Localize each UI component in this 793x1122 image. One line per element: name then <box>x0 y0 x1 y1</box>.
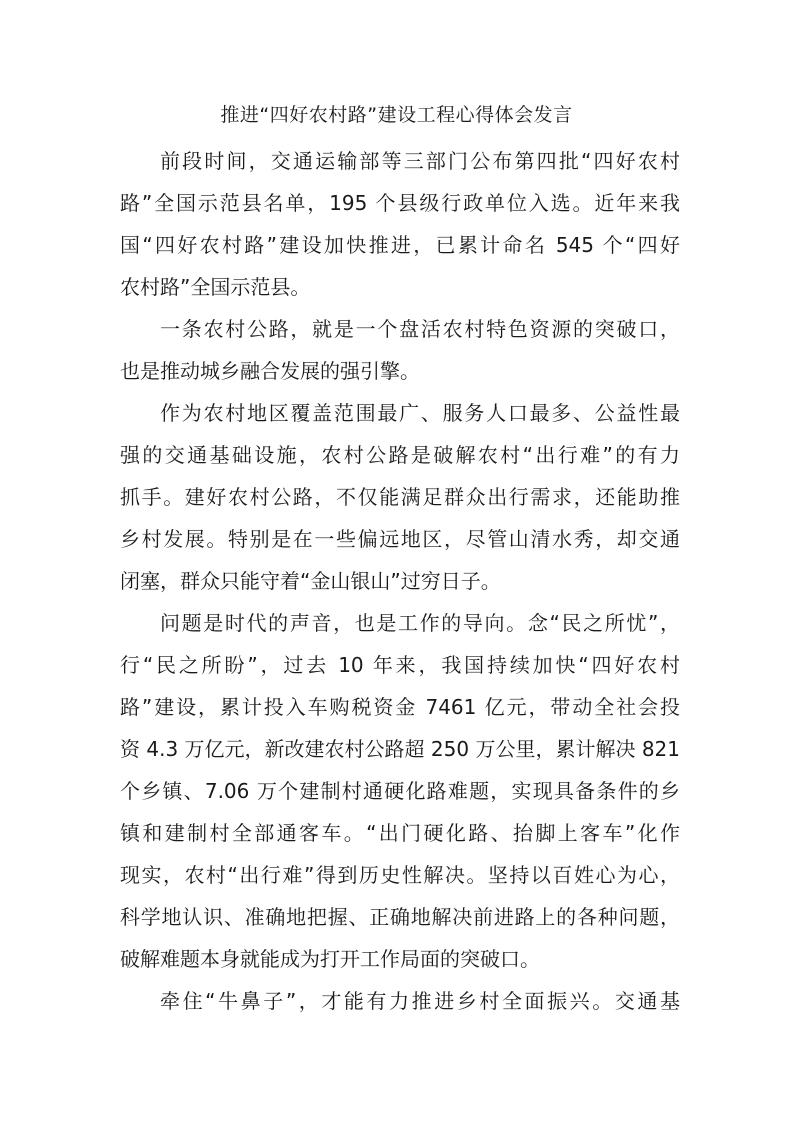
paragraph-line: 资 4.3 万亿元，新改建农村公路超 250 万公里，累计解决 821 <box>120 737 680 761</box>
paragraph-line: 作为农村地区覆盖范围最广、服务人口最多、公益性最 <box>160 401 680 425</box>
paragraph-line: 闭塞，群众只能守着“金山银山”过穷日子。 <box>120 569 501 593</box>
document-title: 推进“四好农村路”建设工程心得体会发言 <box>220 104 573 126</box>
paragraph <box>120 308 680 392</box>
paragraph <box>120 392 680 602</box>
paragraph <box>120 980 680 1022</box>
paragraph-line: 问题是时代的声音，也是工作的导向。念“民之所忧”， <box>160 611 680 635</box>
paragraph <box>120 602 680 980</box>
paragraph-line: 乡村发展。特别是在一些偏远地区，尽管山清水秀，却交通 <box>120 527 680 551</box>
document-body <box>120 140 680 1022</box>
paragraph-line: 破解难题本身就能成为打开工作局面的突破口。 <box>120 947 540 971</box>
paragraph-line: 现实，农村“出行难”得到历史性解决。坚持以百姓心为心， <box>120 863 680 887</box>
paragraph-line: 个乡镇、7.06 万个建制村通硬化路难题，实现具备条件的乡 <box>120 779 680 803</box>
paragraph-line: 也是推动城乡融合发展的强引擎。 <box>120 359 420 383</box>
paragraph-line: 强的交通基础设施，农村公路是破解农村“出行难”的有力 <box>120 443 680 467</box>
paragraph-line: 一条农村公路，就是一个盘活农村特色资源的突破口， <box>160 317 680 341</box>
paragraph-line: 行“民之所盼”，过去 10 年来，我国持续加快“四好农村 <box>120 653 680 677</box>
paragraph-line: 农村路”全国示范县。 <box>120 275 311 299</box>
paragraph-line: 科学地认识、准确地把握、正确地解决前进路上的各种问题， <box>120 905 680 929</box>
paragraph-line: 抓手。建好农村公路，不仅能满足群众出行需求，还能助推 <box>120 485 680 509</box>
paragraph-line: 前段时间，交通运输部等三部门公布第四批“四好农村 <box>160 149 680 173</box>
paragraph-line: 路”建设，累计投入车购税资金 7461 亿元，带动全社会投 <box>120 695 680 719</box>
paragraph-line: 国“四好农村路”建设加快推进，已累计命名 545 个“四好 <box>120 233 680 257</box>
paragraph-line: 镇和建制村全部通客车。“出门硬化路、抬脚上客车”化作 <box>120 821 680 845</box>
paragraph-line: 牵住“牛鼻子”，才能有力推进乡村全面振兴。交通基 <box>160 989 680 1013</box>
paragraph <box>120 140 680 308</box>
paragraph-line: 路”全国示范县名单，195 个县级行政单位入选。近年来我 <box>120 191 680 215</box>
